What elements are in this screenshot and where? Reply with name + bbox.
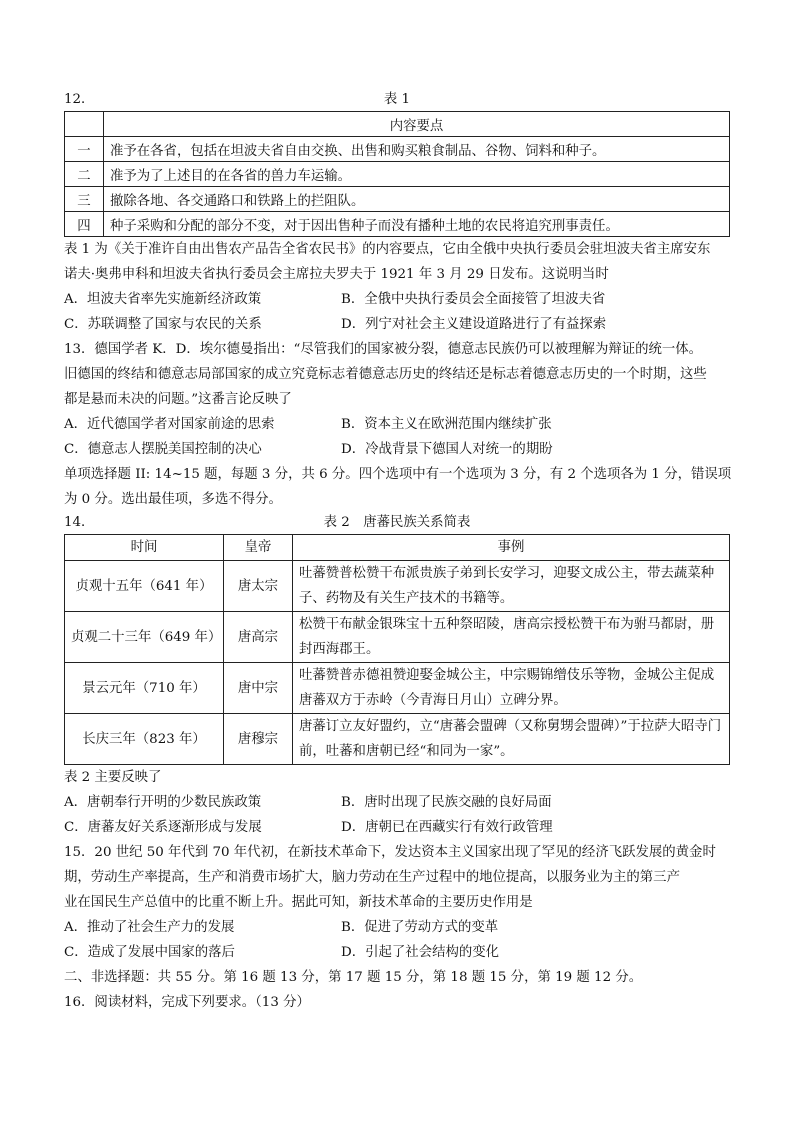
q14-options-cd: [64, 815, 730, 840]
q14-option-d: D．唐朝已在西藏实行有效行政管理: [341, 820, 553, 835]
table-row: 长庆三年（823 年） 唐穆宗 唐蕃订立友好盟约，立“唐蕃会盟碑（又称舅甥会盟碑）”于拉萨大昭寺门前，吐蕃和唐朝已经“和同为一家”。: [65, 714, 730, 765]
q12-options-ab: [64, 287, 730, 312]
part2-heading: 二、非选择题：共 55 分。第 16 题 13 分，第 17 题 15 分，第 18 题 15 分，第 19 题 12 分。: [64, 970, 643, 985]
q14-caption-row: [64, 512, 730, 534]
table2-header-row: 时间 皇帝 事例: [65, 535, 730, 561]
q13-options-ab: [64, 412, 730, 437]
q13-option-d: D．冷战背景下德国人对统一的期盼: [341, 442, 553, 457]
q12-option-a: A．坦波夫省率先实施新经济政策: [64, 292, 262, 307]
section2-instructions-line1: 单项选择题 II: 14~15 题，每题 3 分，共 6 分。四个选项中有一个选项为 3 分，有 2 个选项各为 1 分，错误项: [64, 467, 732, 482]
q13-option-a: A．近代德国学者对国家前途的思索: [64, 417, 275, 432]
q14-option-c: C．唐蕃友好关系逐渐形成与发展: [64, 820, 262, 835]
q15-options-ab: [64, 915, 730, 940]
table-row: 三 撤除各地、各交通路口和铁路上的拦阻队。: [65, 187, 730, 212]
table-row: 景云元年（710 年） 唐中宗 吐蕃赞普赤德祖赞迎娶金城公主，中宗赐锦缯伎乐等物，金城公主促成唐蕃双方于赤岭（今青海日月山）立碑分界。: [65, 663, 730, 714]
q15-option-a: A．推动了社会生产力的发展: [64, 920, 235, 935]
q15-stem-line2: 期，劳动生产率提高，生产和消费市场扩大，脑力劳动在生产过程中的地位提高，以服务业为主的第三产: [64, 870, 680, 885]
table1-caption: 表 1: [383, 92, 411, 107]
q15-stem-line1: 15．20 世纪 50 年代到 70 年代初，在新技术革命下，发达资本主义国家出现了罕见的经济飞跃发展的黄金时: [64, 845, 716, 860]
q15-stem-line3: 业在国民生产总值中的比重不断上升。据此可知，新技术革命的主要历史作用是: [64, 895, 533, 910]
table-row: 贞观二十三年（649 年） 唐高宗 松赞干布献金银珠宝十五种祭昭陵，唐高宗授松赞干布为驸马都尉，册封西海郡王。: [65, 612, 730, 663]
table2: [64, 534, 730, 765]
table1: [64, 111, 730, 237]
q15-option-d: D．引起了社会结构的变化: [341, 945, 500, 960]
q12-number: 12．: [64, 92, 95, 107]
table1-header-row: [65, 112, 730, 137]
q14-stem: 表 2 主要反映了: [64, 770, 162, 785]
q12-option-d: D．列宁对社会主义建设道路进行了有益探索: [341, 317, 607, 332]
q16-stem: 16．阅读材料，完成下列要求。（13 分）: [64, 995, 310, 1010]
table1-header: 内容要点: [104, 112, 730, 137]
table2-caption: 表 2 唐蕃民族关系简表: [323, 515, 471, 530]
q13-option-c: C．德意志人摆脱美国控制的决心: [64, 442, 262, 457]
q12-option-b: B．全俄中央执行委员会全面接管了坦波夫省: [341, 292, 606, 307]
table-row: 一 准予在各省，包括在坦波夫省自由交换、出售和购买粮食制品、谷物、饲料和种子。: [65, 137, 730, 162]
q14-options-ab: [64, 790, 730, 815]
q13-stem-line1: 13．德国学者 K．D．埃尔德曼指出：“尽管我们的国家被分裂，德意志民族仍可以被理解为辩证的统一体。: [64, 342, 703, 357]
q14-option-a: A．唐朝奉行开明的少数民族政策: [64, 795, 262, 810]
q15-option-b: B．促进了劳动方式的变革: [341, 920, 499, 935]
section2-instructions-line2: 为 0 分。选出最佳项，多选不得分。: [64, 492, 282, 507]
q13-stem-line3: 都是悬而未决的问题。”这番言论反映了: [64, 392, 292, 407]
q15-options-cd: [64, 940, 730, 965]
q13-options-cd: [64, 437, 730, 462]
q12-stem-line2: 诺夫·奥弗申科和坦波夫省执行委员会主席拉夫罗夫于 1921 年 3 月 29 日发布。这说明当时: [64, 267, 609, 282]
q13-stem-line2: 旧德国的终结和德意志局部国家的成立究竟标志着德意志历史的终结还是标志着德意志历史的一个时期，这些: [64, 367, 707, 382]
exam-page: [64, 89, 730, 1015]
q15-option-c: C．造成了发展中国家的落后: [64, 945, 235, 960]
table-row: 四 种子采购和分配的部分不变，对于因出售种子而没有播种土地的农民将追究刑事责任。: [65, 212, 730, 237]
q12-stem-line1: 表 1 为《关于准许自由出售农产品告全省农民书》的内容要点，它由全俄中央执行委员会驻坦波夫省主席安东: [64, 242, 711, 257]
table-row: 贞观十五年（641 年） 唐太宗 吐蕃赞普松赞干布派贵族子弟到长安学习，迎娶文成公主，带去蔬菜种子、药物及有关生产技术的书籍等。: [65, 561, 730, 612]
q14-number: 14．: [64, 515, 95, 530]
q12-caption-row: [64, 89, 730, 111]
q13-option-b: B．资本主义在欧洲范围内继续扩张: [341, 417, 552, 432]
q14-option-b: B．唐时出现了民族交融的良好局面: [341, 795, 552, 810]
q12-option-c: C．苏联调整了国家与农民的关系: [64, 317, 262, 332]
table-row: 二 准予为了上述目的在各省的兽力车运输。: [65, 162, 730, 187]
q12-options-cd: [64, 312, 730, 337]
